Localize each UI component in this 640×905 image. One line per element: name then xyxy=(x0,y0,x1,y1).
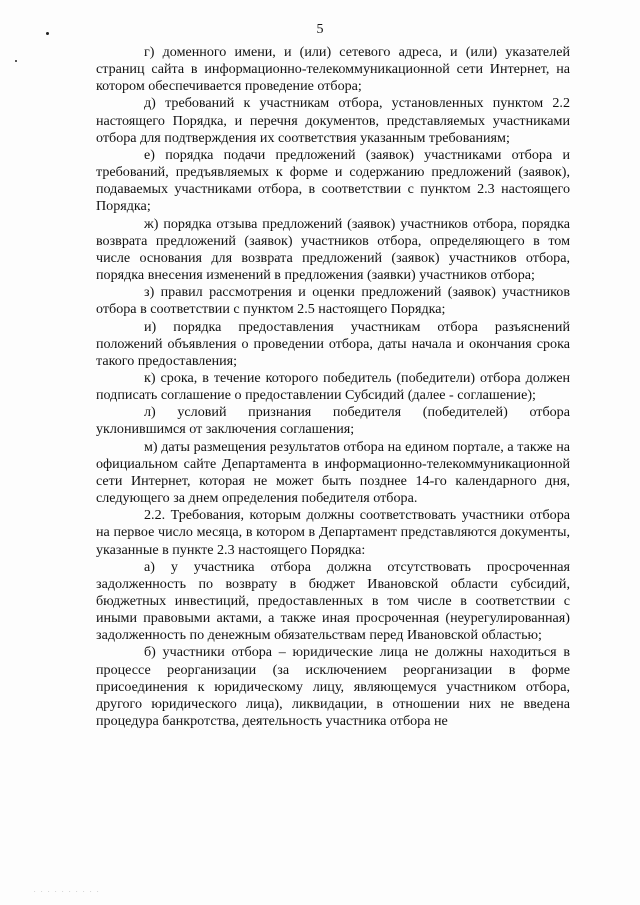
scan-artifact-marks: . . . . . . . . . . xyxy=(34,888,101,894)
paragraph-i: и) порядка предоставления участникам отбора разъяснений положений объявления о проведении отбора, даты начала и окончания срока такого предоставления; xyxy=(96,318,570,369)
page-number: 5 xyxy=(316,22,324,37)
paragraph-a: а) у участника отбора должна отсутствовать просроченная задолженность по возврату в бюджет Ивановской области субсидий, бюджетных инвестиций, предоставленных в том числе в соответствии с иными правовыми актами, а также иная просроченная (неурегулированная) задолженность по денежным обязательствам перед Ивановской областью; xyxy=(96,558,570,644)
paragraph-m: м) даты размещения результатов отбора на едином портале, а также на официальном сайте Департамента в информационно-телекоммуникационной сети Интернет, которая не может быть позднее 14-го календарного дня, следующего за днем определения победителя отбора. xyxy=(96,438,570,507)
scan-speck xyxy=(15,60,17,62)
paragraph-b: б) участники отбора – юридические лица не должны находиться в процессе реорганизации (за исключением реорганизации в форме присоединения к юридическому лицу, являющемуся участником отбора, другого юридического лица), ликвидации, в отношении них не введена процедура банкротства, деятельность участника отбора не xyxy=(96,644,570,730)
paragraph-d: д) требований к участникам отбора, установленных пунктом 2.2 настоящего Порядка, и перечня документов, представляемых участниками отбора для подтверждения их соответствия указанным требованиям; xyxy=(96,95,570,146)
paragraph-2-2: 2.2. Требования, которым должны соответствовать участники отбора на первое число месяца, в котором в Департамент представляются документы, указанные в пункте 2.3 настоящего Порядка: xyxy=(96,507,570,558)
paragraph-k: к) срока, в течение которого победитель (победители) отбора должен подписать соглашение о предоставлении Субсидий (далее - соглашение); xyxy=(96,369,570,404)
paragraph-e: е) порядка подачи предложений (заявок) участниками отбора и требований, предъявляемых к форме и содержанию предложений (заявок), подаваемых участниками отбора, в соответствии с пунктом 2.3 настоящего Порядка; xyxy=(96,146,570,215)
document-body xyxy=(96,44,570,730)
paragraph-g: г) доменного имени, и (или) сетевого адреса, и (или) указателей страниц сайта в информационно-телекоммуникационной сети Интернет, на котором обеспечивается проведение отбора; xyxy=(96,44,570,95)
paragraph-zh: ж) порядка отзыва предложений (заявок) участников отбора, порядка возврата предложений (заявок) участников отбора, определяющего в том числе основания для возврата предложений (заявок) участников отбора, порядка внесения изменений в предложения (заявки) участников отбора; xyxy=(96,215,570,284)
scan-speck xyxy=(46,32,49,35)
paragraph-l: л) условий признания победителя (победителей) отбора уклонившимся от заключения соглашения; xyxy=(96,404,570,438)
paragraph-z: з) правил рассмотрения и оценки предложений (заявок) участников отбора в соответствии с пунктом 2.5 настоящего Порядка; xyxy=(96,284,570,318)
